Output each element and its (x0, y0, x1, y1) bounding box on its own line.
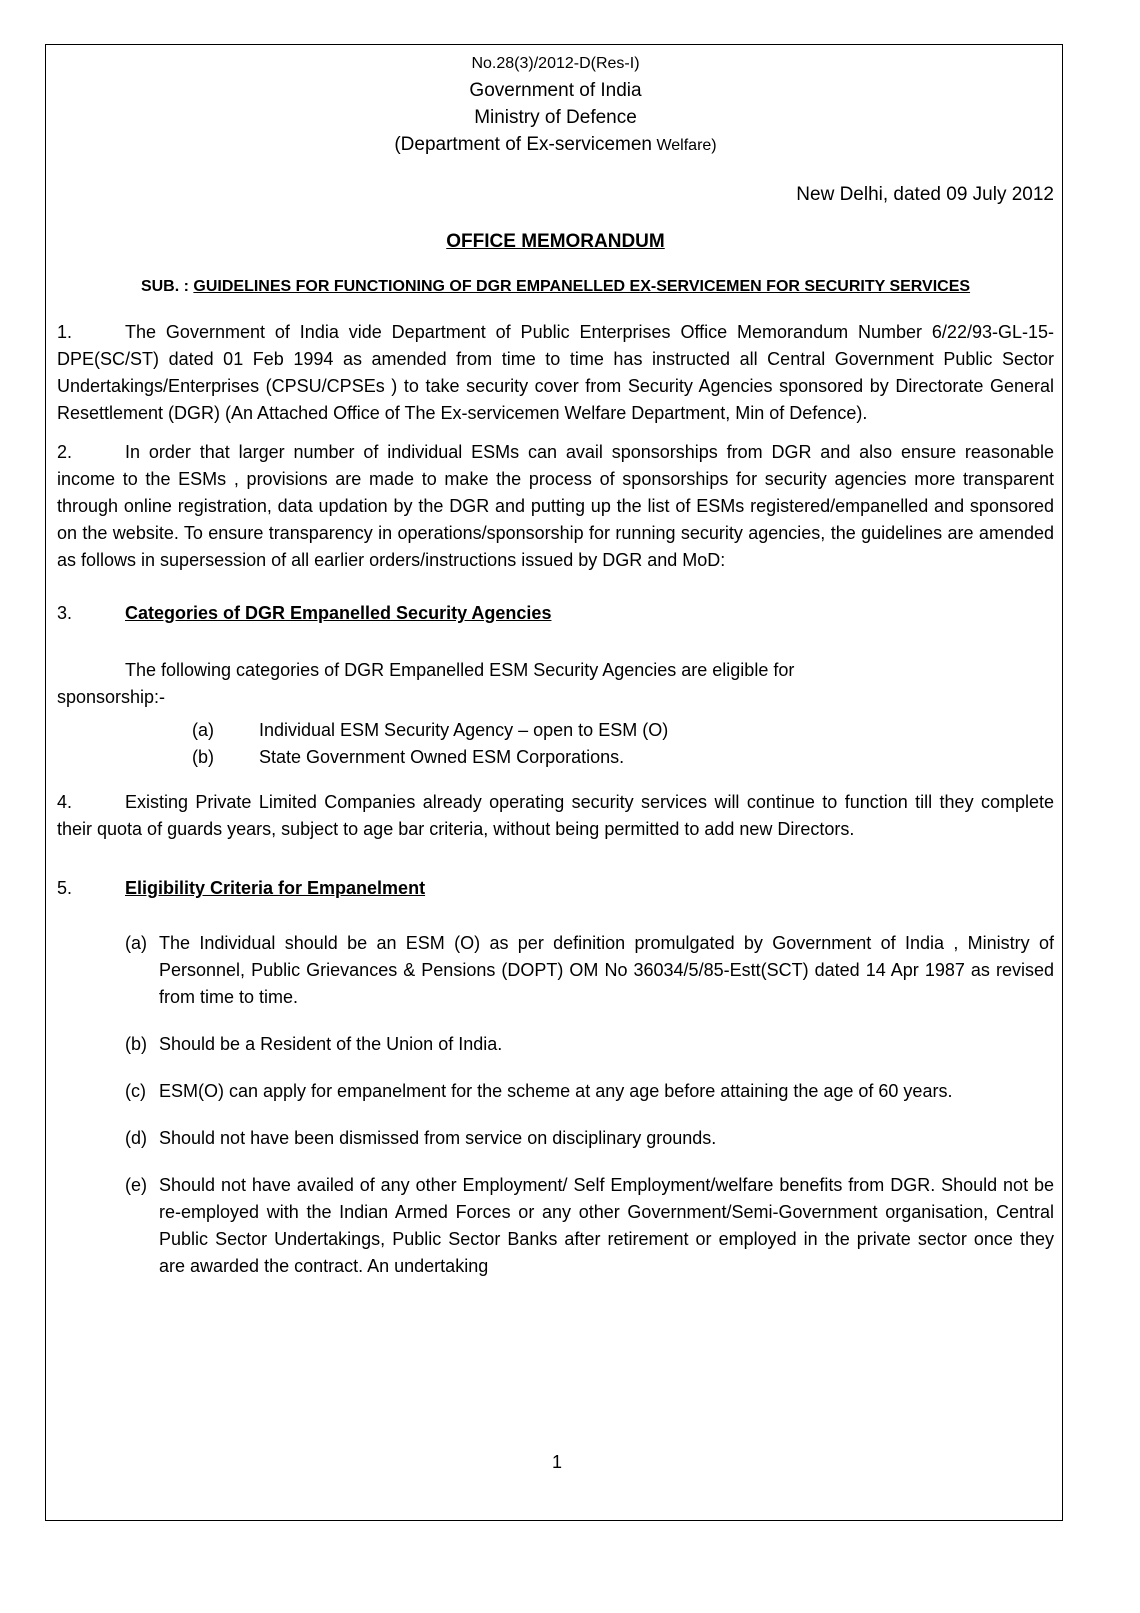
item-text: ESM(O) can apply for empanelment for the scheme at any age before attaining the age of 60 years. (159, 1081, 953, 1101)
paragraph-2 (57, 439, 1054, 574)
item-label: (a) (192, 720, 214, 740)
paragraph-text: Existing Private Limited Companies already operating security services will continue to function till they complete their quota of guards years, subject to age bar criteria, without being permitted to add new Directors. (57, 792, 1054, 839)
criteria-item (125, 1078, 1054, 1105)
criteria-item (125, 1172, 1054, 1280)
item-text: Should be a Resident of the Union of India. (159, 1034, 503, 1054)
item-label: (d) (125, 1128, 147, 1148)
item-label: (b) (192, 747, 214, 767)
section-title: Eligibility Criteria for Empanelment (125, 878, 426, 898)
paragraph-number: 1. (57, 322, 73, 342)
criteria-item (125, 1125, 1054, 1152)
section-number: 5. (57, 878, 73, 898)
category-list (192, 717, 1054, 771)
paragraph-1 (57, 319, 1054, 427)
item-label: (a) (125, 933, 147, 953)
subject-line (57, 275, 1054, 299)
document-body (57, 44, 1054, 1280)
reference-number: No.28(3)/2012-D(Res-I) (471, 55, 640, 72)
section-3-heading (57, 600, 1054, 627)
government-name: Government of India (469, 80, 642, 101)
list-item (192, 744, 1054, 771)
ministry-name: Ministry of Defence (474, 107, 637, 128)
paragraph-number: 4. (57, 792, 73, 812)
page-number: 1 (551, 1452, 562, 1472)
paragraph-number: 2. (57, 442, 73, 462)
criteria-item (125, 1031, 1054, 1058)
subject-prefix: SUB. : (140, 278, 194, 295)
item-text: Should not have been dismissed from service on disciplinary grounds. (159, 1128, 717, 1148)
intro-line-2: sponsorship:- (57, 687, 166, 707)
document-title: OFFICE MEMORANDUM (446, 231, 665, 252)
section-title: Categories of DGR Empanelled Security Agencies (125, 603, 552, 623)
item-text: Should not have availed of any other Employment/ Self Employment/welfare benefits from DGR. Should not be re-employed with the Indian Armed Forces or any other Government/Semi-Government organisation, Central Public Sector Undertakings, Public Sector Banks after retirement or employed in the private sector once they are awarded the contract. An undertaking (159, 1175, 1054, 1276)
item-label: (c) (125, 1081, 146, 1101)
criteria-item (125, 930, 1054, 1011)
paragraph-4 (57, 789, 1054, 843)
item-text: State Government Owned ESM Corporations. (259, 747, 625, 767)
item-text: The Individual should be an ESM (O) as per definition promulgated by Government of India , Ministry of Personnel, Public Grievances & Pensions (DOPT) OM No 36034/5/85-Estt(SCT) dated 14 Apr 1987 as revised from time to time. (159, 933, 1054, 1007)
item-text: Individual ESM Security Agency – open to ESM (O) (259, 720, 669, 740)
paragraph-text: In order that larger number of individual ESMs can avail sponsorships from DGR and also ensure reasonable income to the ESMs , provisions are made to make the process of sponsorships for security agencies more transparent through online registration, data updation by the DGR and putting up the list of ESMs registered/empanelled and sponsored on the website. To ensure transparency in operations/sponsorship for running security agencies, the guidelines are amended as follows in supersession of all earlier orders/instructions issued by DGR and MoD: (57, 442, 1054, 570)
letterhead (57, 50, 1054, 159)
section-3-intro (57, 657, 1054, 711)
intro-line-1: The following categories of DGR Empanelled ESM Security Agencies are eligible for (125, 660, 795, 680)
section-number: 3. (57, 603, 73, 623)
date-line: New Delhi, dated 09 July 2012 (796, 184, 1054, 205)
section-5-heading (57, 875, 1054, 902)
paragraph-text: The Government of India vide Department of Public Enterprises Office Memorandum Number 6/22/93-GL-15-DPE(SC/ST) dated 01 Feb 1994 as amended from time to time has instructed all Central Government Public Sector Undertakings/Enterprises (CPSU/CPSEs ) to take security cover from Security Agencies sponsored by Directorate General Resettlement (DGR) (An Attached Office of The Ex-servicemen Welfare Department, Min of Defence). (57, 322, 1054, 423)
eligibility-criteria-list (57, 930, 1054, 1280)
list-item (192, 717, 1054, 744)
item-label: (b) (125, 1034, 147, 1054)
subject-text: GUIDELINES FOR FUNCTIONING OF DGR EMPANELLED EX-SERVICEMEN FOR SECURITY SERVICES (193, 278, 971, 295)
item-label: (e) (125, 1175, 147, 1195)
department-name: (Department of Ex-servicemen Welfare) (394, 134, 717, 155)
